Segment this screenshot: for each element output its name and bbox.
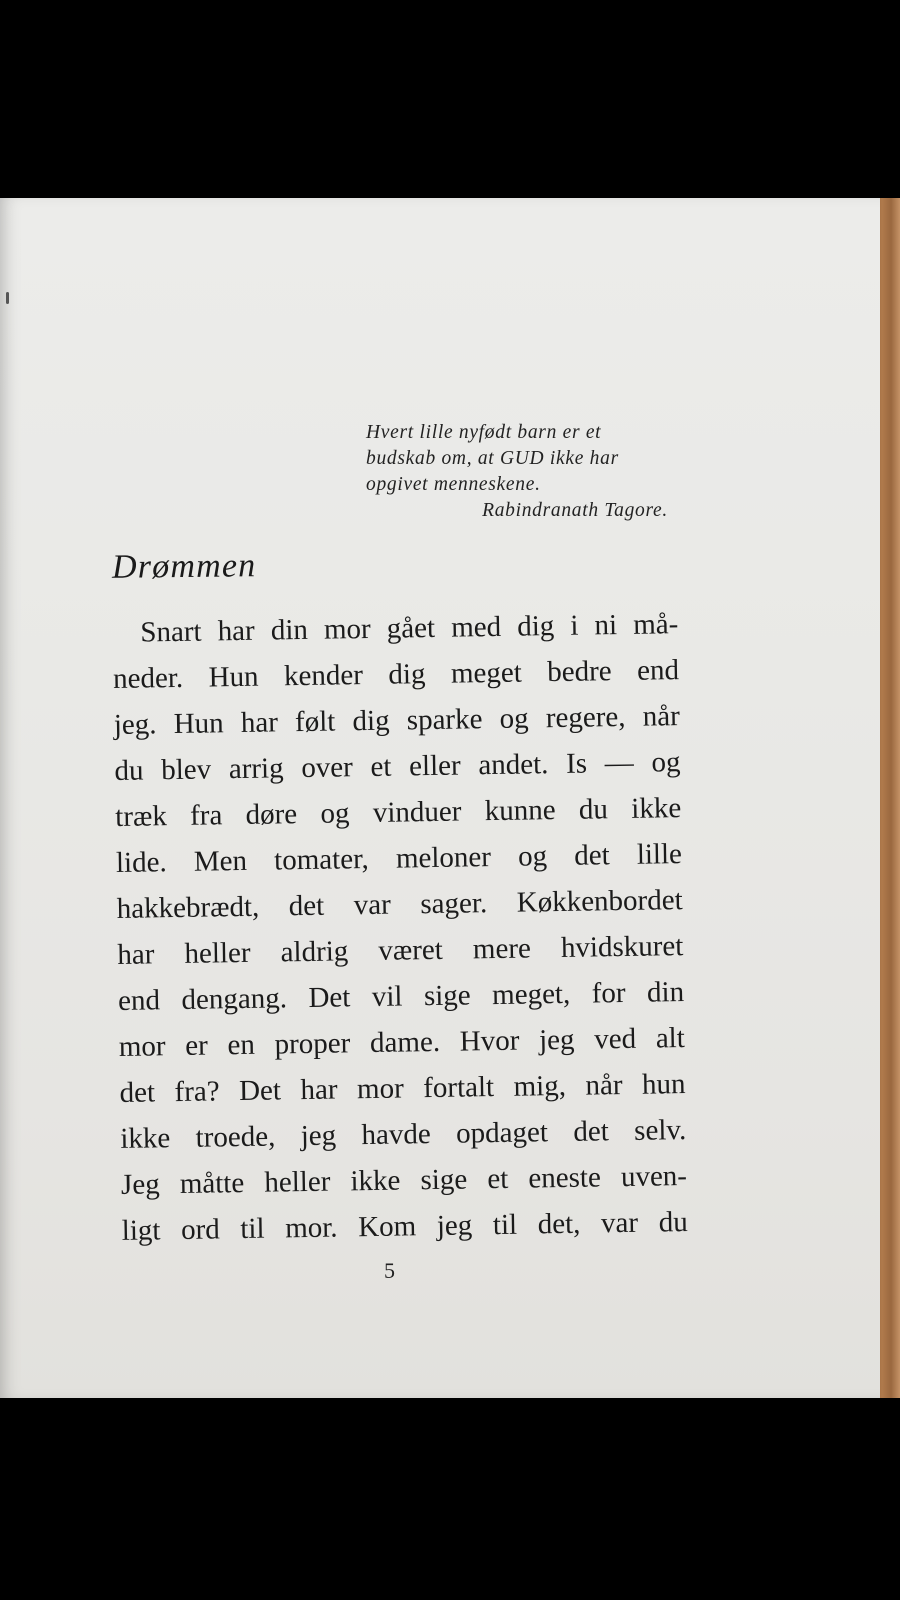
body-line: træk fra døre og vinduer kunne du ikke [115,792,682,833]
body-line: du blev arrig over et eller andet. Is — og [114,746,681,787]
epigraph-line: opgivet menneskene. [366,474,541,495]
body-line: hakkebrædt, det var sager. Køkkenbordet [116,884,683,925]
body-line: Jeg måtte heller ikke sige et eneste uven- [120,1160,688,1201]
body-line: Snart har din mor gået med dig i ni må- [140,608,679,649]
epigraph-author: Rabindranath Tagore. [482,500,668,521]
book-page [0,198,880,1398]
body-line: neder. Hun kender dig meget bedre end [112,654,680,695]
body-line: det fra? Det har mor fortalt mig, når hun [119,1068,686,1109]
body-line: lide. Men tomater, meloner og det lille [115,838,683,879]
chapter-title: Drømmen [111,547,257,586]
body-line: ligt ord til mor. Kom jeg til det, var du [121,1206,688,1247]
epigraph-line: budskab om, at GUD ikke har [366,448,619,469]
body-line: ikke troede, jeg havde opdaget det selv. [120,1114,687,1155]
body-line: har heller aldrig været mere hvidskuret [117,930,684,971]
epigraph-line: Hvert lille nyfødt barn er et [366,422,602,443]
binding-mark [6,292,9,304]
body-line: mor er en proper dame. Hvor jeg ved alt [118,1022,686,1063]
body-line: jeg. Hun har følt dig sparke og regere, når [113,700,680,741]
epigraph [366,420,676,524]
body-text [112,601,688,1254]
body-line: end dengang. Det vil sige meget, for din [117,976,685,1017]
page-number: 5 [384,1258,395,1283]
